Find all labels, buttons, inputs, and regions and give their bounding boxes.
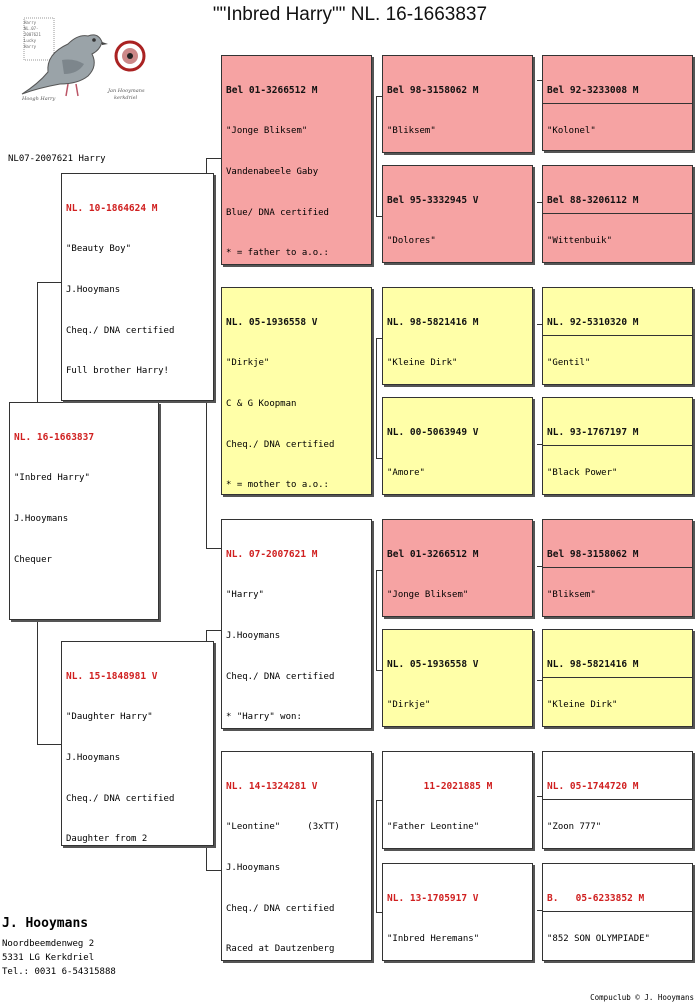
- logo-caption-left: Hoogh Harry: [22, 96, 56, 102]
- pedigree-card-mother: [61, 641, 214, 846]
- ring-number: NL. 16-1663837: [14, 432, 95, 444]
- card-line: "Gentil": [547, 357, 591, 368]
- card-line: * "Harry" won:: [226, 712, 302, 723]
- pedigree-card-gen5-8: [542, 863, 693, 961]
- card-line: "Inbred Harry": [14, 472, 90, 483]
- owner-city: 5331 LG Kerkdriel: [2, 953, 95, 963]
- ring-number: NL. 00-5063949 V: [387, 427, 479, 439]
- connector-line: [206, 630, 222, 631]
- connector-line: [37, 282, 38, 404]
- card-line: Chequer: [14, 554, 52, 565]
- ring-number: NL. 93-1767197 M: [547, 427, 639, 439]
- ring-number: Bel 98-3158062 M: [387, 85, 479, 97]
- pedigree-card-gen5-7: [542, 751, 693, 849]
- card-line: "Zoon 777": [547, 821, 602, 832]
- connector-line: [376, 570, 377, 670]
- pedigree-card-gen5-5: [542, 519, 693, 617]
- card-line: "Dirkje": [387, 699, 431, 710]
- owner-address: Noordbeemdenweg 2: [2, 939, 95, 949]
- ring-number: NL. 13-1705917 V: [387, 893, 479, 905]
- card-line: "Bliksem": [547, 589, 596, 600]
- card-line: "Jonge Bliksem": [226, 125, 308, 136]
- card-line: Cheq./ DNA certified: [226, 671, 335, 682]
- card-line: J.Hooymans: [66, 752, 121, 763]
- pedigree-card-gen5-1: [542, 55, 693, 151]
- card-line: "Dolores": [387, 235, 436, 246]
- ring-number: NL. 98-5821416 M: [547, 659, 639, 671]
- logo-text-line: NL.07-2007621: [24, 26, 41, 37]
- ring-number: NL. 07-2007621 M: [226, 549, 318, 561]
- card-line: J.Hooymans: [226, 630, 281, 641]
- card-line: Cheq./ DNA certified: [226, 903, 335, 914]
- page-title: ""Inbred Harry"" NL. 16-1663837: [212, 4, 488, 25]
- card-line: "Leontine" (3xTT): [226, 821, 340, 832]
- logo-text-line: Lucky: [24, 38, 37, 43]
- ring-number: Bel 01-3266512 M: [387, 549, 479, 561]
- connector-line: [376, 338, 377, 458]
- owner-name: J. Hooymans: [2, 916, 89, 931]
- subject-note: NL07-2007621 Harry: [8, 154, 106, 164]
- pedigree-card-mmf: [382, 751, 533, 849]
- card-line: "Beauty Boy": [66, 243, 132, 254]
- card-line: Blue/ DNA certified: [226, 207, 329, 218]
- pedigree-card-mff: [382, 519, 533, 617]
- ring-number: Bel 01-3266512 M: [226, 85, 318, 97]
- card-line: "852 SON OLYMPIADE": [547, 933, 650, 944]
- card-line: J.Hooymans: [14, 513, 69, 524]
- connector-line: [376, 96, 377, 216]
- pedigree-card-fmf: [382, 287, 533, 385]
- footer-copyright: Compuclub © J. Hooymans: [590, 993, 694, 1002]
- ring-number: Bel 95-3332945 V: [387, 195, 479, 207]
- ring-number: NL. 98-5821416 M: [387, 317, 479, 329]
- owner-phone: Tel.: 0031 6-54315888: [2, 967, 116, 977]
- ring-number: Bel 98-3158062 M: [547, 549, 639, 561]
- connector-line: [206, 870, 222, 871]
- ring-number: Bel 88-3206112 M: [547, 195, 639, 207]
- pedigree-card-subject: [9, 402, 159, 620]
- ring-number: Bel 92-3233008 M: [547, 85, 639, 97]
- pedigree-card-mfm: [382, 629, 533, 727]
- pedigree-card-father: [61, 173, 214, 401]
- card-line: Daughter from 2: [66, 834, 148, 845]
- card-line: "Kolonel": [547, 125, 596, 136]
- card-line: "Kleine Dirk": [387, 357, 458, 368]
- pedigree-card-gen5-6: [542, 629, 693, 727]
- pedigree-card-fm: [221, 287, 372, 495]
- logo-caption-right-2: kerkdriel: [114, 95, 138, 101]
- pedigree-card-mm: [221, 751, 372, 961]
- card-line: Cheq./ DNA certified: [226, 439, 335, 450]
- card-line: Cheq./ DNA certified: [66, 793, 175, 804]
- card-line: Cheq./ DNA certified: [66, 325, 175, 336]
- card-line: "Daughter Harry": [66, 711, 153, 722]
- ring-number: B. 05-6233852 M: [547, 893, 645, 905]
- pedigree-card-gen5-4: [542, 397, 693, 495]
- pedigree-card-gen5-2: [542, 165, 693, 263]
- card-line: Raced at Dautzenberg: [226, 944, 335, 955]
- ring-number: NL. 14-1324281 V: [226, 781, 318, 793]
- card-line: * = father to a.o.:: [226, 248, 329, 259]
- card-line: "Black Power": [547, 467, 618, 478]
- pedigree-card-gen5-3: [542, 287, 693, 385]
- card-line: * = mother to a.o.:: [226, 480, 329, 491]
- connector-line: [37, 744, 63, 745]
- card-line: "Amore": [387, 467, 425, 478]
- pedigree-card-fff: [382, 55, 533, 153]
- pedigree-card-ffm: [382, 165, 533, 263]
- card-line: C & G Koopman: [226, 398, 297, 409]
- ring-number: NL. 05-1936558 V: [226, 317, 318, 329]
- card-line: "Jonge Bliksem": [387, 589, 469, 600]
- logo-caption-right-1: Jan Hooymans: [108, 88, 145, 94]
- connector-line: [206, 158, 222, 159]
- card-line: "Father Leontine": [387, 821, 480, 832]
- pedigree-card-ff: [221, 55, 372, 265]
- logo-text-line: Harry: [24, 20, 37, 25]
- card-line: "Bliksem": [387, 125, 436, 136]
- connector-line: [37, 282, 63, 283]
- ring-number: NL. 92-5310320 M: [547, 317, 639, 329]
- pedigree-card-mf: [221, 519, 372, 729]
- card-line: J.Hooymans: [66, 284, 121, 295]
- connector-line: [376, 800, 377, 912]
- ring-number: NL. 05-1936558 V: [387, 659, 479, 671]
- logo: [18, 14, 150, 106]
- card-line: "Harry": [226, 589, 264, 600]
- connector-line: [206, 548, 222, 549]
- connector-line: [37, 618, 38, 744]
- card-line: Vandenabeele Gaby: [226, 166, 319, 177]
- card-line: J.Hooymans: [226, 862, 281, 873]
- card-line: "Wittenbuik": [547, 235, 613, 246]
- ring-number: NL. 10-1864624 M: [66, 203, 158, 215]
- pedigree-card-mmm: [382, 863, 533, 961]
- card-line: "Kleine Dirk": [547, 699, 618, 710]
- ring-number: NL. 15-1848981 V: [66, 671, 158, 683]
- ring-number: NL. 05-1744720 M: [547, 781, 639, 793]
- ring-number: 11-2021885 M: [423, 781, 493, 793]
- pedigree-card-fmm: [382, 397, 533, 495]
- logo-text-line: Harry: [24, 44, 37, 49]
- card-line: "Dirkje": [226, 357, 270, 368]
- card-line: "Inbred Heremans": [387, 933, 480, 944]
- card-line: Full brother Harry!: [66, 366, 169, 377]
